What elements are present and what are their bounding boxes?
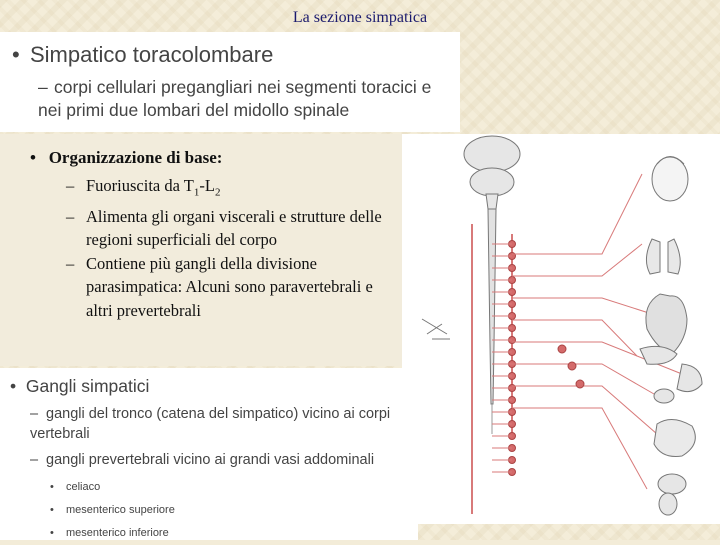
list-item: • mesenterico inferiore [50, 522, 175, 545]
top-text-panel [0, 32, 460, 132]
spinal-cord [488, 209, 496, 404]
kidney-icon [654, 389, 674, 403]
item1-sub2: 2 [214, 186, 221, 199]
bullet-icon: • [12, 42, 20, 67]
bottom-heading-text: Gangli simpatici [25, 376, 150, 396]
heart-icon [646, 294, 687, 354]
sympathetic-diagram [402, 134, 720, 524]
item1-sub1: 1 [193, 186, 200, 199]
efferent-fiber [512, 174, 642, 254]
bottom-text-panel [0, 368, 418, 540]
bottom-heading: • Gangli simpatici [10, 376, 150, 396]
vessel-icon [422, 319, 450, 339]
middle-heading: • Organizzazione di base: [30, 148, 223, 167]
middle-text-panel [0, 134, 402, 366]
ganglia-list [50, 476, 175, 545]
slide-title: La sezione simpatica [292, 9, 428, 26]
efferent-fiber [512, 364, 654, 394]
bottom-subitem-1 [30, 404, 415, 444]
intestine-icon [654, 419, 695, 456]
top-heading [12, 42, 273, 68]
top-heading-text: Simpatico toracolombare [30, 42, 274, 67]
item1-pre: Fuoriuscita da T [86, 176, 194, 195]
head-icon [652, 157, 688, 202]
dash-icon: – [30, 406, 39, 422]
diagram-svg [402, 134, 720, 524]
bottom-subitem-2-text: gangli prevertebrali vicino ai grandi vasi addominali [46, 452, 375, 468]
list-item: – Alimenta gli organi viscerali e strutture delle regioni superficiali del corpo [62, 205, 392, 252]
brain-icon [464, 136, 520, 209]
top-subitem [38, 76, 458, 122]
efferent-fiber [512, 408, 647, 489]
stomach-icon [677, 364, 702, 392]
bottom-subitem-2 [30, 452, 420, 468]
bladder-icon [658, 474, 686, 515]
list-item: • celiaco [50, 476, 175, 499]
efferent-fiber [512, 386, 657, 434]
efferent-fiber [512, 244, 642, 276]
efferent-fiber [512, 320, 637, 356]
dash-icon: – [30, 452, 39, 468]
dash-icon: – [38, 77, 48, 97]
item1-mid: -L [199, 176, 215, 195]
prevertebral-ganglia [558, 345, 584, 388]
list-item [62, 174, 392, 205]
bottom-subitem-1-text: gangli del tronco (catena del simpatico) vicino ai corpi vertebrali [30, 406, 391, 442]
lungs-icon [646, 239, 680, 274]
middle-heading-text: Organizzazione di base: [48, 148, 223, 167]
efferent-fiber [512, 298, 652, 314]
list-item: – Contiene più gangli della divisione parasimpatica: Alcuni sono paravertebrali e altri prevertebrali [62, 252, 392, 323]
middle-list [62, 174, 392, 322]
list-item: • mesenterico superiore [50, 499, 175, 522]
top-subitem-text: corpi cellulari pregangliari nei segmenti toracici e nei primi due lombari del midollo spinale [38, 77, 432, 120]
